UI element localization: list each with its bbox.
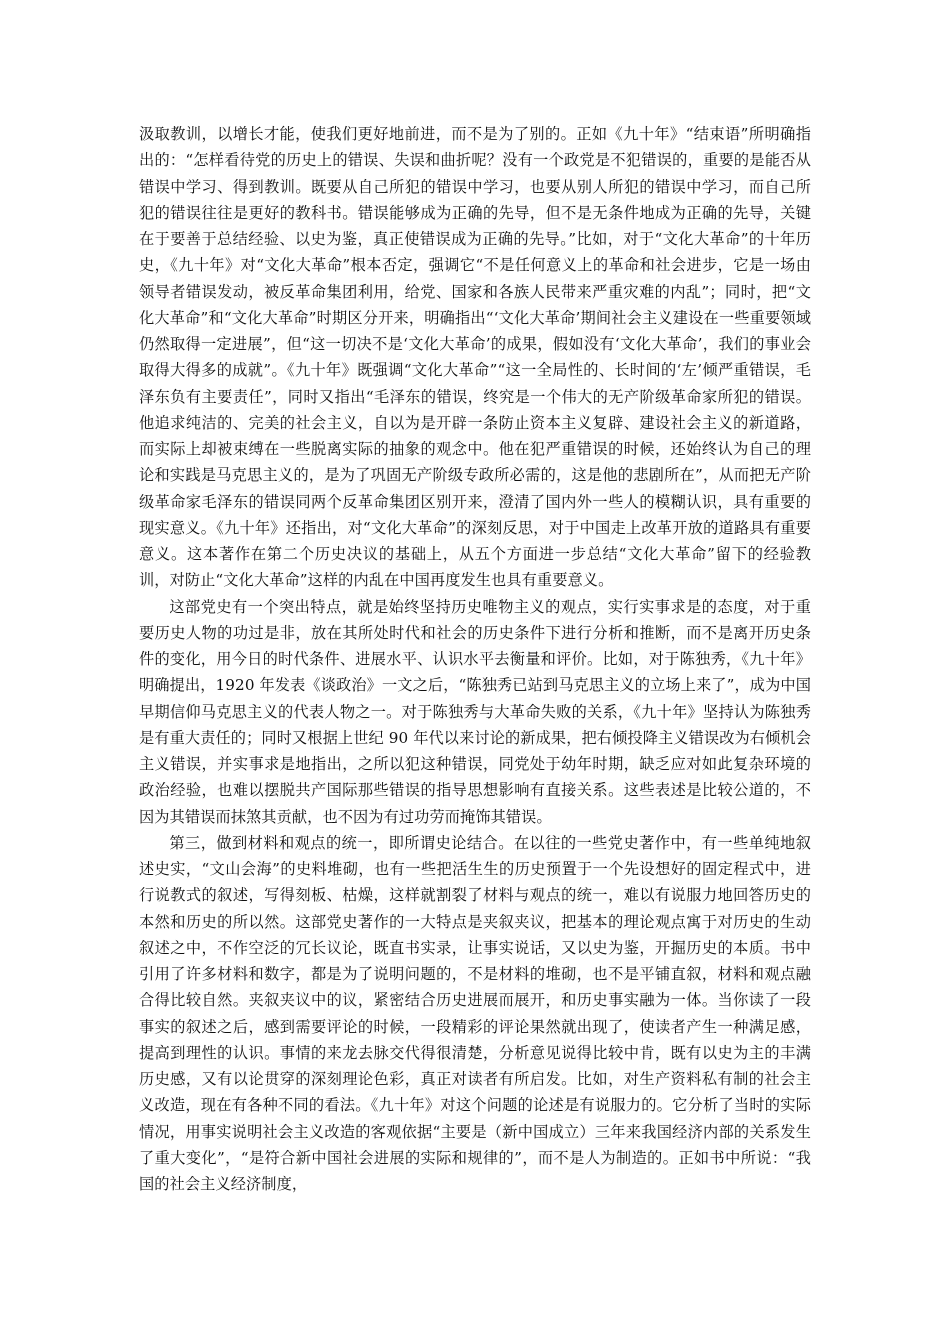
- paragraph-2: 这部党史有一个突出特点，就是始终坚持历史唯物主义的观点，实行实事求是的态度，对于重要历史人物的功过是非，放在其所处时代和社会的历史条件下进行分析和推断，而不是离开历史条件的变化，用今日的时代条件、进展水平、认识水平去衡量和评价。比如，对于陈独秀，《九十年》明确提出，1920 年发表《谈政治》一文之后，“陈独秀已站到马克思主义的立场上来了”，成为中国早期信仰马克思主义的代表人物之一。对于陈独秀与大革命失败的关系，《九十年》坚持认为陈独秀是有重大责任的；同时又根据上世纪 90 年代以来讨论的新成果，把右倾投降主义错误改为右倾机会主义错误，并实事求是地指出，之所以犯这种错误，同党处于幼年时期，缺乏应对如此复杂环境的政治经验，也难以摆脱共产国际那些错误的指导思想影响有直接关系。这些表述是比较公道的，不因为其错误而抹煞其贡献，也不因为有过功劳而掩饰其错误。: [139, 597, 811, 826]
- paragraph-3: 第三，做到材料和观点的统一，即所谓史论结合。在以往的一些党史著作中，有一些单纯地叙述史实，“文山会海”的史料堆砌，也有一些把活生生的历史预置于一个先设想好的固定程式中，进行说教式的叙述，写得刻板、枯燥，这样就割裂了材料与观点的统一，难以有说服力地回答历史的本然和历史的所以然。这部党史著作的一大特点是夹叙夹议，把基本的理论观点寓于对历史的生动叙述之中，不作空泛的冗长议论，既直书实录，让事实说话，又以史为鉴，开掘历史的本质。书中引用了许多材料和数字，都是为了说明问题的，不是材料的堆砌，也不是平铺直叙，材料和观点融合得比较自然。夹叙夹议中的议，紧密结合历史进展而展开，和历史事实融为一体。当你读了一段事实的叙述之后，感到需要评论的时候，一段精彩的评论果然就出现了，使读者产生一种满足感，提高到理性的认识。事情的来龙去脉交代得很清楚，分析意见说得比较中肯，既有以史为主的丰满历史感，又有以论贯穿的深刻理论色彩，真正对读者有所启发。比如，对生产资料私有制的社会主义改造，现在有各种不同的看法。《九十年》对这个问题的论述是有说服力的。它分析了当时的实际情况，用事实说明社会主义改造的客观依据“主要是（新中国成立）三年来我国经济内部的关系发生了重大变化”，“是符合新中国社会进展的实际和规律的”，而不是人为制造的。正如书中所说：“我国的社会主义经济制度，: [139, 833, 811, 1193]
- document-body: [139, 121, 811, 1197]
- paragraph-1: 汲取教训，以增长才能，使我们更好地前进，而不是为了别的。正如《九十年》“结束语”所明确指出的：“怎样看待党的历史上的错误、失误和曲折呢？没有一个政党是不犯错误的，重要的是能否从错误中学习、得到教训。既要从自己所犯的错误中学习，也要从别人所犯的错误中学习，而自己所犯的错误往往是更好的教科书。错误能够成为正确的先导，但不是无条件地成为正确的先导，关键在于要善于总结经验、以史为鉴，真正使错误成为正确的先导。”比如，对于“文化大革命”的十年历史，《九十年》对“文化大革命”根本否定，强调它“不是任何意义上的革命和社会进步，它是一场由领导者错误发动，被反革命集团利用，给党、国家和各族人民带来严重灾难的内乱”；同时，把“文化大革命”和“文化大革命”时期区分开来，明确指出“‘文化大革命’期间社会主义建设在一些重要领域仍然取得一定进展”，但“这一切决不是‘文化大革命’的成果，假如没有‘文化大革命’，我们的事业会取得大得多的成就”。《九十年》既强调“文化大革命”“这一全局性的、长时间的‘左’倾严重错误，毛泽东负有主要责任”，同时又指出“毛泽东的错误，终究是一个伟大的无产阶级革命家所犯的错误。他追求纯洁的、完美的社会主义，自以为是开辟一条防止资本主义复辟、建设社会主义的新道路，而实际上却被束缚在一些脱离实际的抽象的观念中。他在犯严重错误的时候，还始终认为自己的理论和实践是马克思主义的，是为了巩固无产阶级专政所必需的，这是他的悲剧所在”，从而把无产阶级革命家毛泽东的错误同两个反革命集团区别开来，澄清了国内外一些人的模糊认识，具有重要的现实意义。《九十年》还指出，对“文化大革命”的深刻反思，对于中国走上改革开放的道路具有重要意义。这本著作在第二个历史决议的基础上，从五个方面进一步总结“文化大革命”留下的经验教训，对防止“文化大革命”这样的内乱在中国再度发生也具有重要意义。: [139, 125, 811, 590]
